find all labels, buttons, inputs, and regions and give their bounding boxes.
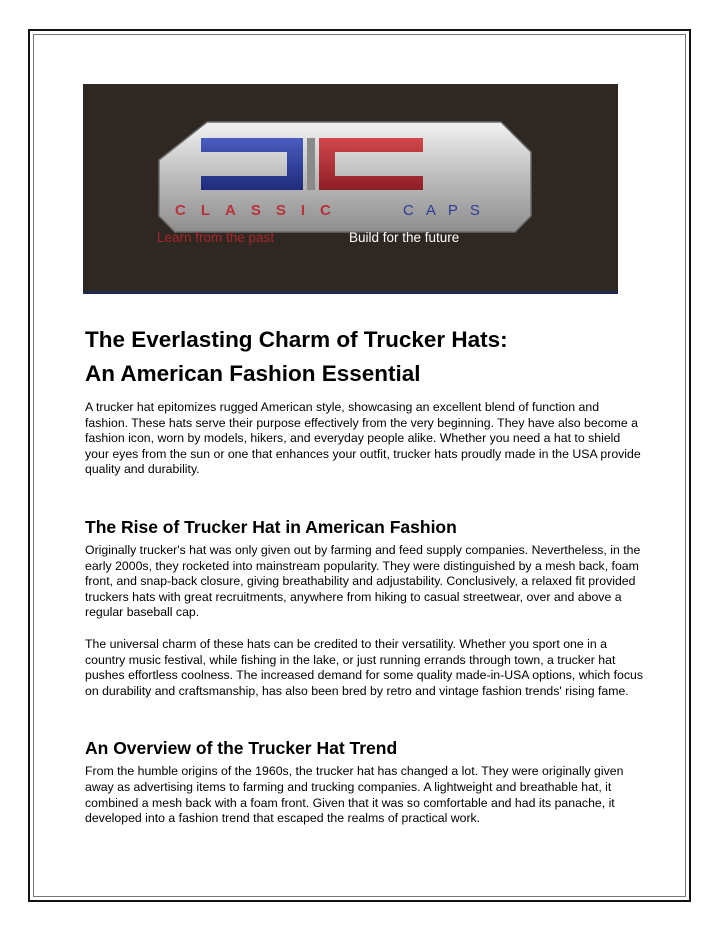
section1-heading: The Rise of Trucker Hat in American Fashion bbox=[85, 516, 457, 537]
brand-text-caps: CAPS bbox=[403, 202, 492, 219]
section2-heading: An Overview of the Trucker Hat Trend bbox=[85, 738, 398, 759]
section2-paragraph1: From the humble origins of the 1960s, the trucker hat has changed a lot. They were originally given away as advertising items to farming and trucking companies. A lightweight and breathable hat, it combined a mesh back with a foam front. Given that it was so comfortable and had its panache, it developed into a fashion trend that escaped the realms of practical work. bbox=[85, 764, 624, 826]
brand-text-classic: CLASSIC bbox=[175, 202, 346, 219]
intro-paragraph: A trucker hat epitomizes rugged American style, showcasing an excellent blend of function and fashion. These hats serve their purpose effectively from the very beginning. They have also become a fashion icon, worn by models, hikers, and everyday people alike. Whether you need a hat to shield your eyes from the sun or one that enhances your outfit, trucker hats proudly made in the USA provide quality and durability. bbox=[85, 400, 641, 477]
article-body bbox=[85, 323, 645, 827]
section1-paragraph2: The universal charm of these hats can be credited to their versatility. Whether you sport one in a country music festival, while fishing in the lake, or just running errands through town, a trucker hat pushes effortless coolness. The increased demand for some quality made-in-USA options, which focus on durability and craftsmanship, has also been bred by retro and vintage fashion trends' rising fame. bbox=[85, 636, 643, 698]
article-title-line2: An American Fashion Essential bbox=[85, 361, 421, 386]
section1-paragraph1: Originally trucker's hat was only given out by farming and feed supply companies. Nevertheless, in the early 2000s, they rocketed into mainstream popularity. They were distinguished by a mesh back, foam front, and snap-back closure, giving breathability and adjustability. Conclusively, a relaxed fit provided truckers hats with great recruitments, anywhere from hiking to casual streetwear, over and above a regular baseball cap. bbox=[85, 542, 641, 620]
article-title-line1: The Everlasting Charm of Trucker Hats: bbox=[85, 327, 508, 352]
tagline-future: Build for the future bbox=[349, 230, 460, 245]
article-title bbox=[85, 323, 645, 391]
classic-caps-logo bbox=[83, 84, 618, 291]
classic-caps-banner bbox=[83, 84, 618, 294]
tagline-past: Learn from the past bbox=[157, 230, 275, 245]
